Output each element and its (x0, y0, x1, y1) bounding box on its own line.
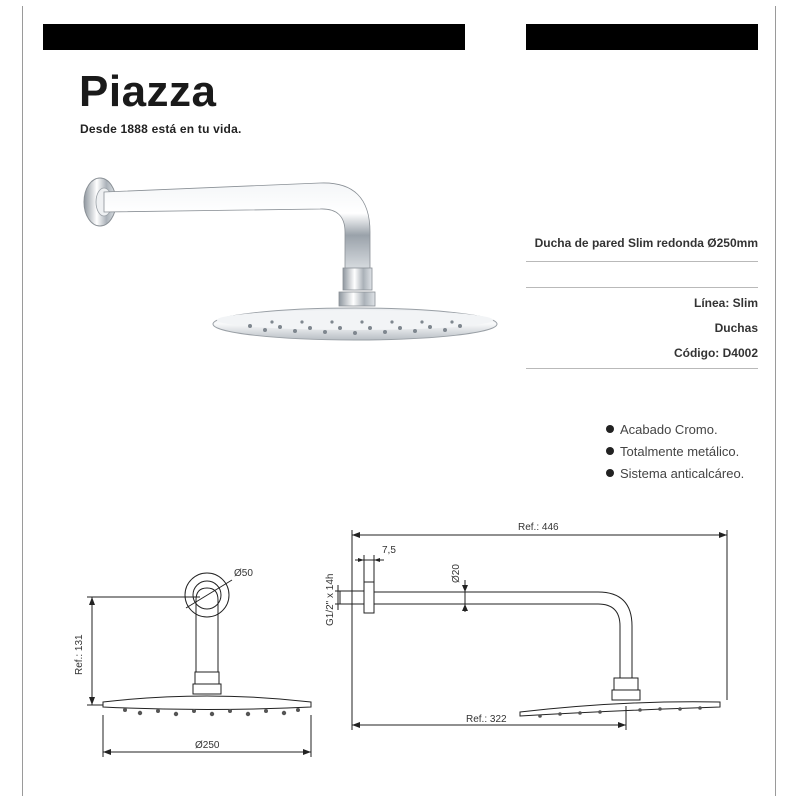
product-category: Duchas (714, 321, 758, 335)
brand-tagline: Desde 1888 está en tu vida. (80, 122, 242, 136)
height-ref-label: Ref.: 131 (74, 634, 85, 675)
flange-diameter-label: Ø50 (234, 568, 253, 579)
head-diameter-label: Ø250 (195, 740, 220, 751)
feature-item: Acabado Cromo. (606, 418, 744, 440)
feature-item: Totalmente metálico. (606, 440, 744, 462)
product-line: Línea: Slim (693, 296, 758, 310)
arm-diameter-label: Ø20 (451, 564, 462, 583)
feature-item: Sistema anticalcáreo. (606, 462, 744, 484)
total-length-label: Ref.: 446 (518, 522, 559, 533)
thread-label: G1/2" x 14h (325, 573, 336, 626)
flange-thickness-label: 7,5 (382, 545, 396, 556)
brand-logo: Piazza (79, 67, 217, 116)
product-code: Código: D4002 (673, 346, 758, 360)
product-title: Ducha de pared Slim redonda Ø250mm (534, 236, 758, 250)
head-offset-label: Ref.: 322 (466, 714, 507, 725)
